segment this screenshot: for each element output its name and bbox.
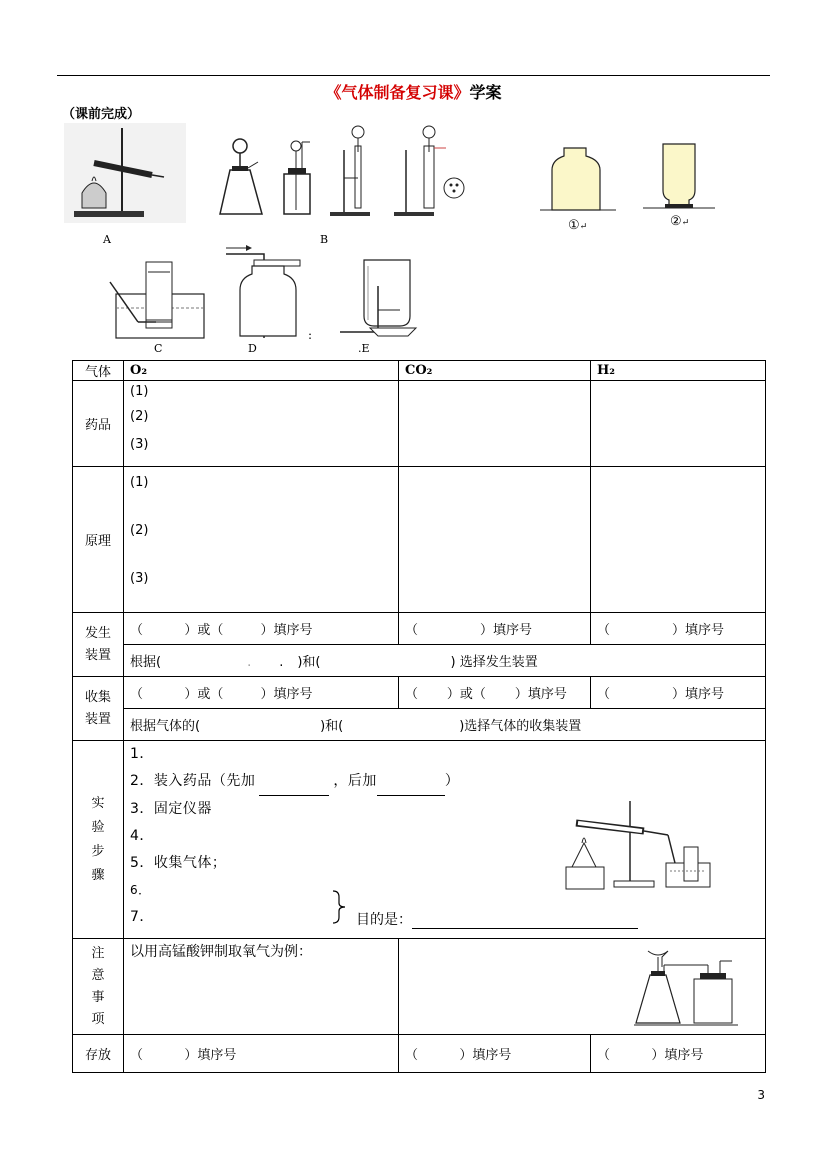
- colon-mark: :: [308, 328, 313, 342]
- label-c: C: [154, 342, 163, 355]
- label-circle-1: ①↵: [568, 218, 588, 233]
- principle-o2-cell: [124, 467, 399, 613]
- reagent-bottle-1: [540, 142, 616, 214]
- generator-h2[interactable]: （ ）填序号: [591, 613, 766, 645]
- principle-label: 原理: [73, 467, 124, 613]
- storage-o2[interactable]: （ ）填序号: [124, 1035, 399, 1073]
- steps-cell: [124, 741, 766, 939]
- generator-co2[interactable]: （ ）填序号: [399, 613, 591, 645]
- step-1: 1．: [130, 746, 154, 762]
- storage-h2[interactable]: （ ）填序号: [591, 1035, 766, 1073]
- generator-basis: 根据( . . )和( ) 选择发生装置: [124, 645, 766, 677]
- storage-co2[interactable]: （ ）填序号: [399, 1035, 591, 1073]
- collector-o2[interactable]: （ ）或（ ）填序号: [124, 677, 399, 709]
- brace-icon: [329, 889, 349, 925]
- label-a: A: [103, 233, 111, 246]
- drugs-h2-cell[interactable]: [591, 381, 766, 467]
- collector-label: 收集 装置: [73, 677, 124, 741]
- drugs-row: [73, 381, 766, 467]
- generator-o2[interactable]: （ ）或（ ）填序号: [124, 613, 399, 645]
- notes-row: [73, 939, 766, 1035]
- drugs-item-2: (2): [130, 409, 149, 424]
- notes-label: 注 意 事 项: [73, 939, 124, 1035]
- principle-row: [73, 467, 766, 613]
- gas-prep-table: [72, 360, 766, 1073]
- header-co2: CO₂: [399, 361, 591, 381]
- flask-bottle-figure: [634, 945, 738, 1029]
- kmno4-setup-figure: [558, 793, 718, 893]
- notes-figure-cell: [399, 939, 766, 1035]
- pre-class-note: （课前完成）: [62, 107, 141, 122]
- label-d: D: [248, 342, 257, 355]
- apparatus-b-figure: [218, 122, 468, 220]
- principle-item-3: (3): [130, 571, 149, 586]
- collector-row-2: [73, 709, 766, 741]
- step-6: 6．: [130, 883, 151, 897]
- apparatus-e-figure: [340, 256, 418, 340]
- table-header-row: [73, 361, 766, 381]
- header-o2: O₂: [124, 361, 399, 381]
- header-h2: H₂: [591, 361, 766, 381]
- step-purpose: 目的是：: [356, 909, 638, 929]
- drugs-item-1: (1): [130, 384, 149, 399]
- apparatus-c-figure: [108, 258, 208, 342]
- steps-label: 实 验 步 骤: [73, 741, 124, 939]
- apparatus-d-figure: [222, 244, 304, 340]
- step-3: 3．固定仪器: [130, 801, 212, 817]
- step-7: 7．: [130, 909, 154, 925]
- notes-text: 以用高锰酸钾制取氧气为例：: [124, 939, 399, 1035]
- reagent-bottle-2: [643, 140, 715, 212]
- apparatus-a-figure: [64, 123, 186, 223]
- principle-h2-cell[interactable]: [591, 467, 766, 613]
- drugs-item-3: (3): [130, 437, 149, 452]
- steps-row: [73, 741, 766, 939]
- drugs-label: 药品: [73, 381, 124, 467]
- step-4: 4．: [130, 828, 154, 844]
- header-gas: 气体: [73, 361, 124, 381]
- principle-item-1: (1): [130, 475, 149, 490]
- label-circle-2: ②↵: [670, 214, 690, 229]
- label-b: B: [320, 233, 329, 246]
- step-2: 2．装入药品（先加 ，后加 ）: [130, 768, 759, 796]
- page-number: 3: [757, 1088, 765, 1102]
- collector-basis: 根据气体的( )和( )选择气体的收集装置: [124, 709, 766, 741]
- generator-row-2: [73, 645, 766, 677]
- storage-label: 存放: [73, 1035, 124, 1073]
- collector-co2[interactable]: （ ）或（ ）填序号: [399, 677, 591, 709]
- generator-row-1: [73, 613, 766, 645]
- label-e: .E: [358, 342, 370, 355]
- header-rule: [57, 75, 770, 76]
- drugs-o2-cell: [124, 381, 399, 467]
- collector-row-1: [73, 677, 766, 709]
- principle-co2-cell[interactable]: [399, 467, 591, 613]
- step-5: 5．收集气体；: [130, 855, 227, 871]
- page-title: 《气体制备复习课》学案: [325, 83, 502, 102]
- generator-label: 发生 装置: [73, 613, 124, 677]
- principle-item-2: (2): [130, 523, 149, 538]
- collector-h2[interactable]: （ ）填序号: [591, 677, 766, 709]
- storage-row: [73, 1035, 766, 1073]
- drugs-co2-cell[interactable]: [399, 381, 591, 467]
